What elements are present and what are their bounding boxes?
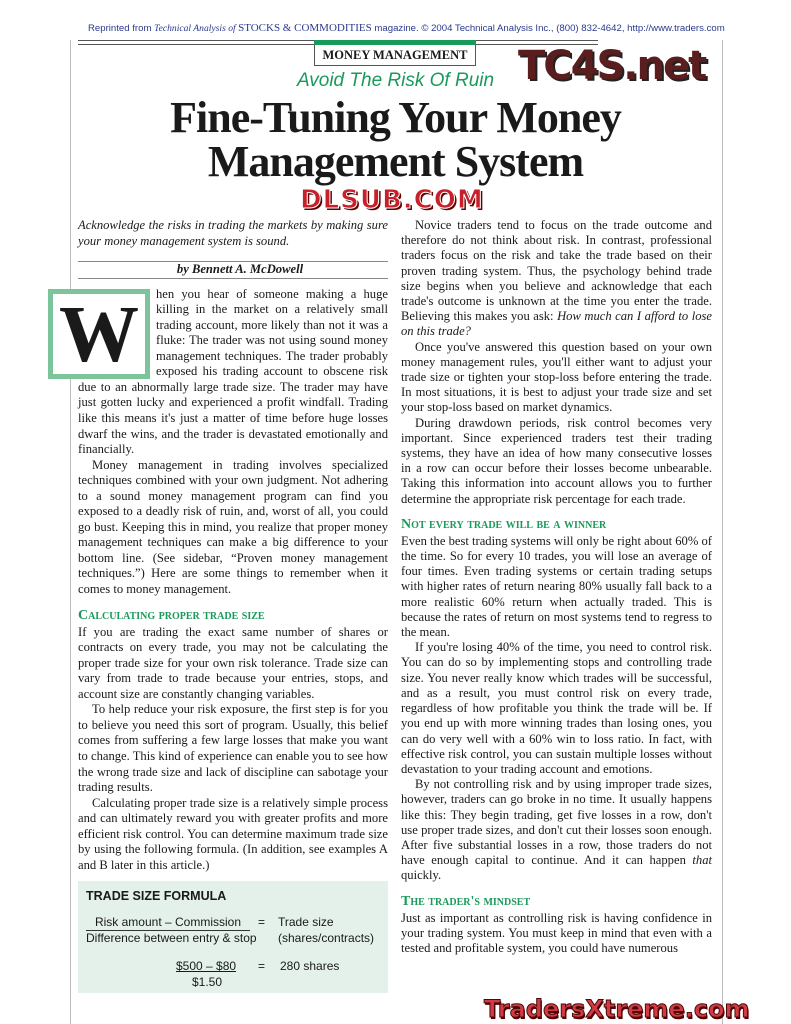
paragraph: If you're losing 40% of the time, you need to control risk. You can do so by implementing stops and controlling trade size. You never really know which trades will be successful, and as a result, you must control risk on every trade, regardless of how profitable you think the trade will be. If you end up with more winning trades than losing ones, you can do very well with a 60% win to loss ratio. In fact, with effective risk control, you can sustain multiple losses without devastation to your trading account and emotions. (401, 640, 712, 776)
byline: by Bennett A. McDowell (176, 262, 304, 277)
heading: Not every trade will be a winner (401, 516, 607, 532)
paragraph: Money management in trading involves specialized techniques combined with your own judgment. Not adhering to a sound money management program can find you exposed to a deadly risk of ruin, and, worst of all, you could go bust. Keeping this in mind, you realize that proper money management techniques can make a big difference to your bottom line. (See sidebar, “Proven money management techniques.”) Here are some things to remember when it comes to money management. (78, 457, 388, 597)
reprint-magazine: STOCKS & COMMODITIES (238, 22, 372, 34)
paragraph: If you are trading the exact same number of shares or contracts on every trade, you may not be calculating the proper trade size for your own risk tolerance. Trade size can vary from trade to trade because your entries, stops, and account size are constantly changing variables. (78, 624, 388, 701)
title-line-2: Management System (207, 137, 584, 186)
left-column (59, 218, 388, 993)
example-numerator: $500 – $80 (176, 959, 237, 974)
paragraph: hen you hear of someone making a huge killing in the market on a relatively small trading account, more likely than not it was a fluke: The trader was not using sound money management techniques. The trader probably exposed his trading account to obscene risk due to an abnormally large trade size. The trader may have just gotten lucky and experienced a profit windfall. Trading like this means it's just a matter of time before huge losses dwarf the wins, and the trader is devastated emotionally and financially. (78, 286, 388, 457)
paragraph (401, 218, 712, 340)
reprint-journal: Technical Analysis of (154, 23, 239, 34)
drop-cap: W (48, 289, 150, 379)
example-result: 280 shares (280, 959, 340, 974)
reprint-prefix: Reprinted from (88, 23, 155, 34)
formula-numerator: Risk amount – Commission (86, 915, 250, 931)
paragraph: Calculating proper trade size is a relatively simple process and can ultimately reward you with greater profits and more efficient risk control. You can determine maximum trade size by using the following formula. (In addition, see examples A and B later in this article.) (78, 795, 388, 872)
rule (78, 278, 388, 279)
paragraph: Once you've answered this question based on your own money management rules, you'll either want to adjust your trade size or tighten your stop-loss before entering the trade. In most situations, it is best to adjust your trade size and set your stop-loss based on market dynamics. (401, 339, 712, 415)
formula-title: TRADE SIZE FORMULA (86, 889, 227, 904)
page-title (170, 93, 621, 186)
paragraph-text: By not controlling risk and by using improper trade sizes, however, traders can go broke in no time. It usually happens like this: They begin trading, get five losses in a row, don't use proper trade sizes, and don't cut their losses soon enough. After five substantial losses in a row, those traders do not have enough capital to continue. And it can happen (401, 777, 712, 868)
formula-denominator: Difference between entry & stop (86, 931, 257, 946)
left-border (70, 40, 71, 1024)
right-border (722, 40, 723, 1024)
watermark-top-logo: TC4S.net (518, 43, 706, 89)
equals: = (258, 959, 266, 974)
deck: Acknowledge the risks in trading the markets by making sure your money management system is sound. (78, 218, 388, 248)
right-column (401, 218, 712, 956)
formula-result-unit: (shares/contracts) (278, 931, 375, 946)
reprint-suffix: magazine. © 2004 Technical Analysis Inc., (800) 832-4642, http://www.traders.com (371, 23, 725, 34)
example-denominator: $1.50 (192, 975, 223, 990)
equals: = (258, 915, 266, 930)
heading: The trader's mindset (401, 893, 531, 909)
formula-box (78, 881, 388, 993)
paragraph: During drawdown periods, risk control becomes very important. Since experienced traders test their trading systems, they have an idea of how many consecutive losses in a row can occur before their losses become unbearable. Taking this information into account allows you to further determine the appropriate risk percentage for each trade. (401, 415, 712, 506)
section-label: MONEY MANAGEMENT (314, 45, 476, 66)
watermark-bottom-logo: TradersXtreme.com (484, 995, 750, 1023)
paragraph: Just as important as controlling risk is having confidence in your trading system. You must keep in mind that even with a tested and profitable system, you could have numerous (401, 910, 712, 955)
paragraph: Even the best trading systems will only be right about 60% of the time. So for every 10 trades, you will lose an average of four times. Even trading systems or certain trading setups with higher rates of return nearing 80% usually fall back to a more realistic 60% return when actually traded. This is because the rates of return on most systems tend to regress to the mean. (401, 533, 712, 640)
paragraph-text: Novice traders tend to focus on the trade outcome and therefore do not think about risk. In contrast, professional traders focus on the risk and take the trade based on their proven trading system. Thus, the psychology behind trade size begins when you believe and acknowledge that each trade's outcome is unknown at the time you enter the trade. Believing this makes you ask: (401, 218, 712, 324)
paragraph-text: quickly. (401, 868, 442, 883)
title-line-1: Fine-Tuning Your Money (170, 93, 621, 142)
formula-result: Trade size (278, 915, 334, 930)
paragraph (401, 777, 712, 883)
watermark-middle-logo: DLSUB.COM (300, 185, 484, 215)
kicker: Avoid The Risk Of Ruin (296, 70, 495, 91)
reprint-notice (88, 22, 725, 35)
paragraph: To help reduce your risk exposure, the first step is for you to believe you need this sort of program. Usually, this belief comes from suffering a few large losses that make you want to change. This kind of experience can enable you to see how the wrong trade size and lack of discipline can sabotage your trading results. (78, 702, 388, 795)
heading: Calculating proper trade size (78, 607, 265, 623)
emphasis: that (692, 853, 712, 868)
question: How much can I afford to lose on this trade? (401, 309, 712, 339)
